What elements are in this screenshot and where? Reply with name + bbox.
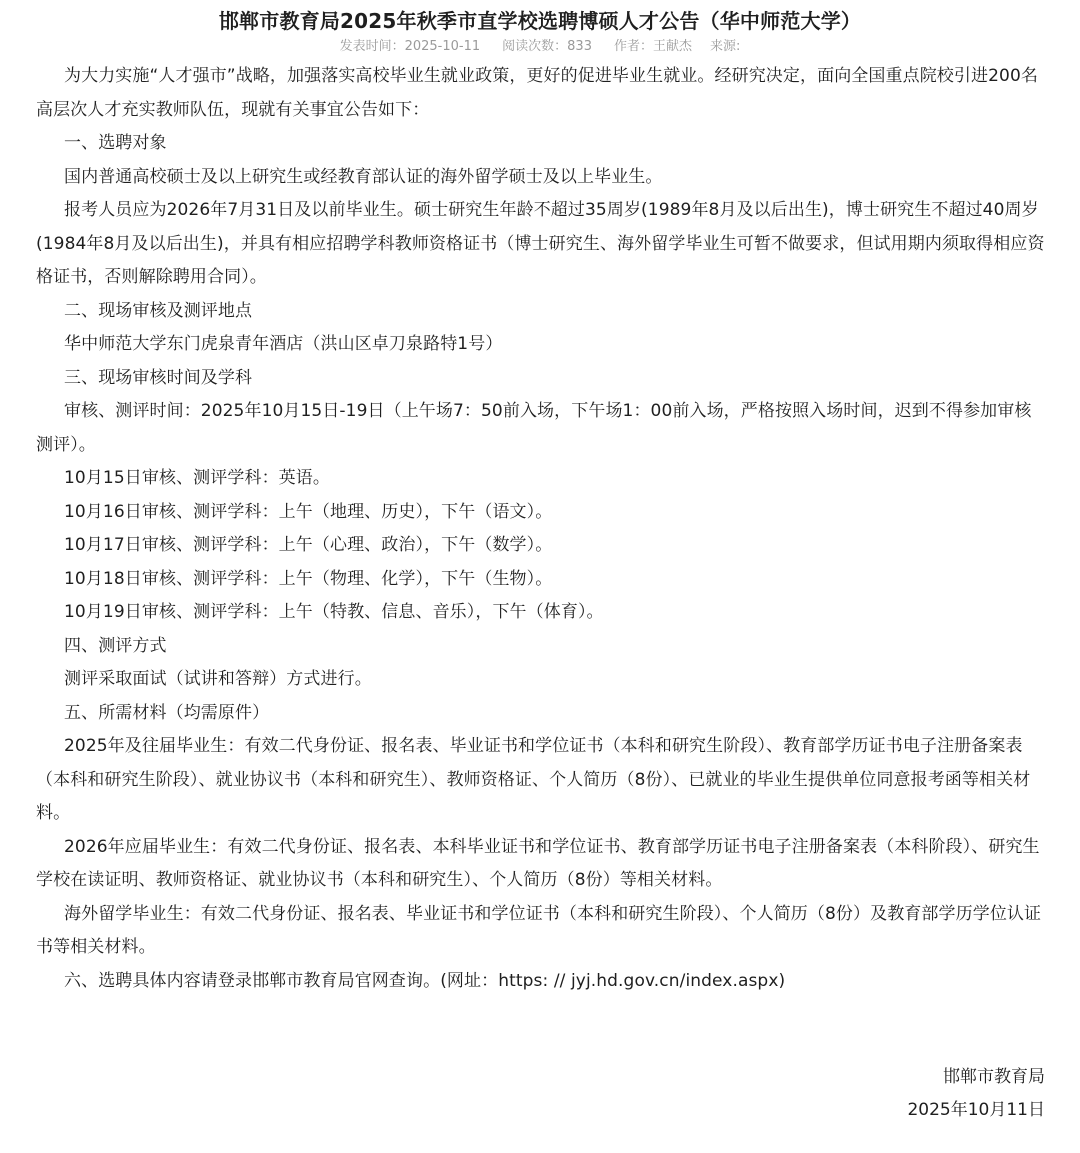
schedule-item: 10月17日审核、测评学科：上午（心理、政治），下午（数学）。 xyxy=(64,535,553,555)
paragraph-intro: 为大力实施“人才强市”战略，加强落实高校毕业生就业政策，更好的促进毕业生就业。经研究决定，面向全国重点院校引进200名高层次人才充实教师队伍，现就有关事宜公告如下： xyxy=(36,66,1038,120)
section-heading-3: 三、现场审核时间及学科 xyxy=(64,367,253,388)
paragraph: 华中师范大学东门虎泉青年酒店（洪山区卓刀泉路特1号） xyxy=(64,334,503,354)
section-heading-1: 一、选聘对象 xyxy=(64,133,167,153)
section-heading-6: 六、选聘具体内容请登录邯郸市教育局官网查询。(网址：https: // jyj.hd.gov.cn/index.aspx) xyxy=(64,970,786,991)
section-heading-2: 二、现场审核及测评地点 xyxy=(64,300,253,321)
paragraph: 2025年及往届毕业生：有效二代身份证、报名表、毕业证书和学位证书（本科和研究生阶段）、教育部学历证书电子注册备案表（本科和研究生阶段）、就业协议书（本科和研究生）、教师资格证、个人简历（8份）、已就业的毕业生提供单位同意报考函等相关材料。 xyxy=(36,736,1031,823)
publish-time: 发表时间：2025-10-11 xyxy=(339,39,481,54)
paragraph: 国内普通高校硕士及以上研究生或经教育部认证的海外留学硕士及以上毕业生。 xyxy=(64,166,663,187)
author: 作者：王献杰 xyxy=(613,39,692,54)
read-count: 阅读次数：833 xyxy=(502,39,592,54)
article-body xyxy=(36,60,1048,998)
article-title: 邯郸市教育局2025年秋季市直学校选聘博硕人才公告（华中师范大学） xyxy=(218,9,862,33)
schedule-item: 10月19日审核、测评学科：上午（特教、信息、音乐），下午（体育）。 xyxy=(64,602,604,622)
paragraph: 审核、测评时间：2025年10月15日-19日（上午场7：50前入场，下午场1：00前入场，严格按照入场时间，迟到不得参加审核测评）。 xyxy=(36,401,1032,455)
signature-date: 2025年10月11日 xyxy=(907,1100,1045,1120)
source: 来源: xyxy=(710,39,741,54)
signature-org: 邯郸市教育局 xyxy=(943,1067,1045,1087)
schedule-item: 10月15日审核、测评学科：英语。 xyxy=(64,468,330,488)
section-heading-5: 五、所需材料（均需原件） xyxy=(64,702,270,723)
paragraph: 海外留学毕业生：有效二代身份证、报名表、毕业证书和学位证书（本科和研究生阶段）、个人简历（8份）及教育部学历学位认证书等相关材料。 xyxy=(36,903,1042,957)
schedule-item: 10月18日审核、测评学科：上午（物理、化学），下午（生物）。 xyxy=(64,568,553,589)
schedule-item: 10月16日审核、测评学科：上午（地理、历史），下午（语文）。 xyxy=(64,501,553,522)
section-heading-4: 四、测评方式 xyxy=(64,635,167,656)
paragraph: 报考人员应为2026年7月31日及以前毕业生。硕士研究生年龄不超过35周岁(1989年8月及以后出生)，博士研究生不超过40周岁(1984年8月及以后出生)，并具有相应招聘学科教师资格证书（博士研究生、海外留学毕业生可暂不做要求，但试用期内须取得相应资格证书，否则解除聘用合同）。 xyxy=(36,200,1045,287)
paragraph: 测评采取面试（试讲和答辩）方式进行。 xyxy=(64,669,372,689)
paragraph: 2026年应届毕业生：有效二代身份证、报名表、本科毕业证书和学位证书、教育部学历证书电子注册备案表（本科阶段）、研究生学校在读证明、教师资格证、就业协议书（本科和研究生）、个人简历（8份）等相关材料。 xyxy=(36,836,1040,890)
article-meta xyxy=(0,38,1080,56)
